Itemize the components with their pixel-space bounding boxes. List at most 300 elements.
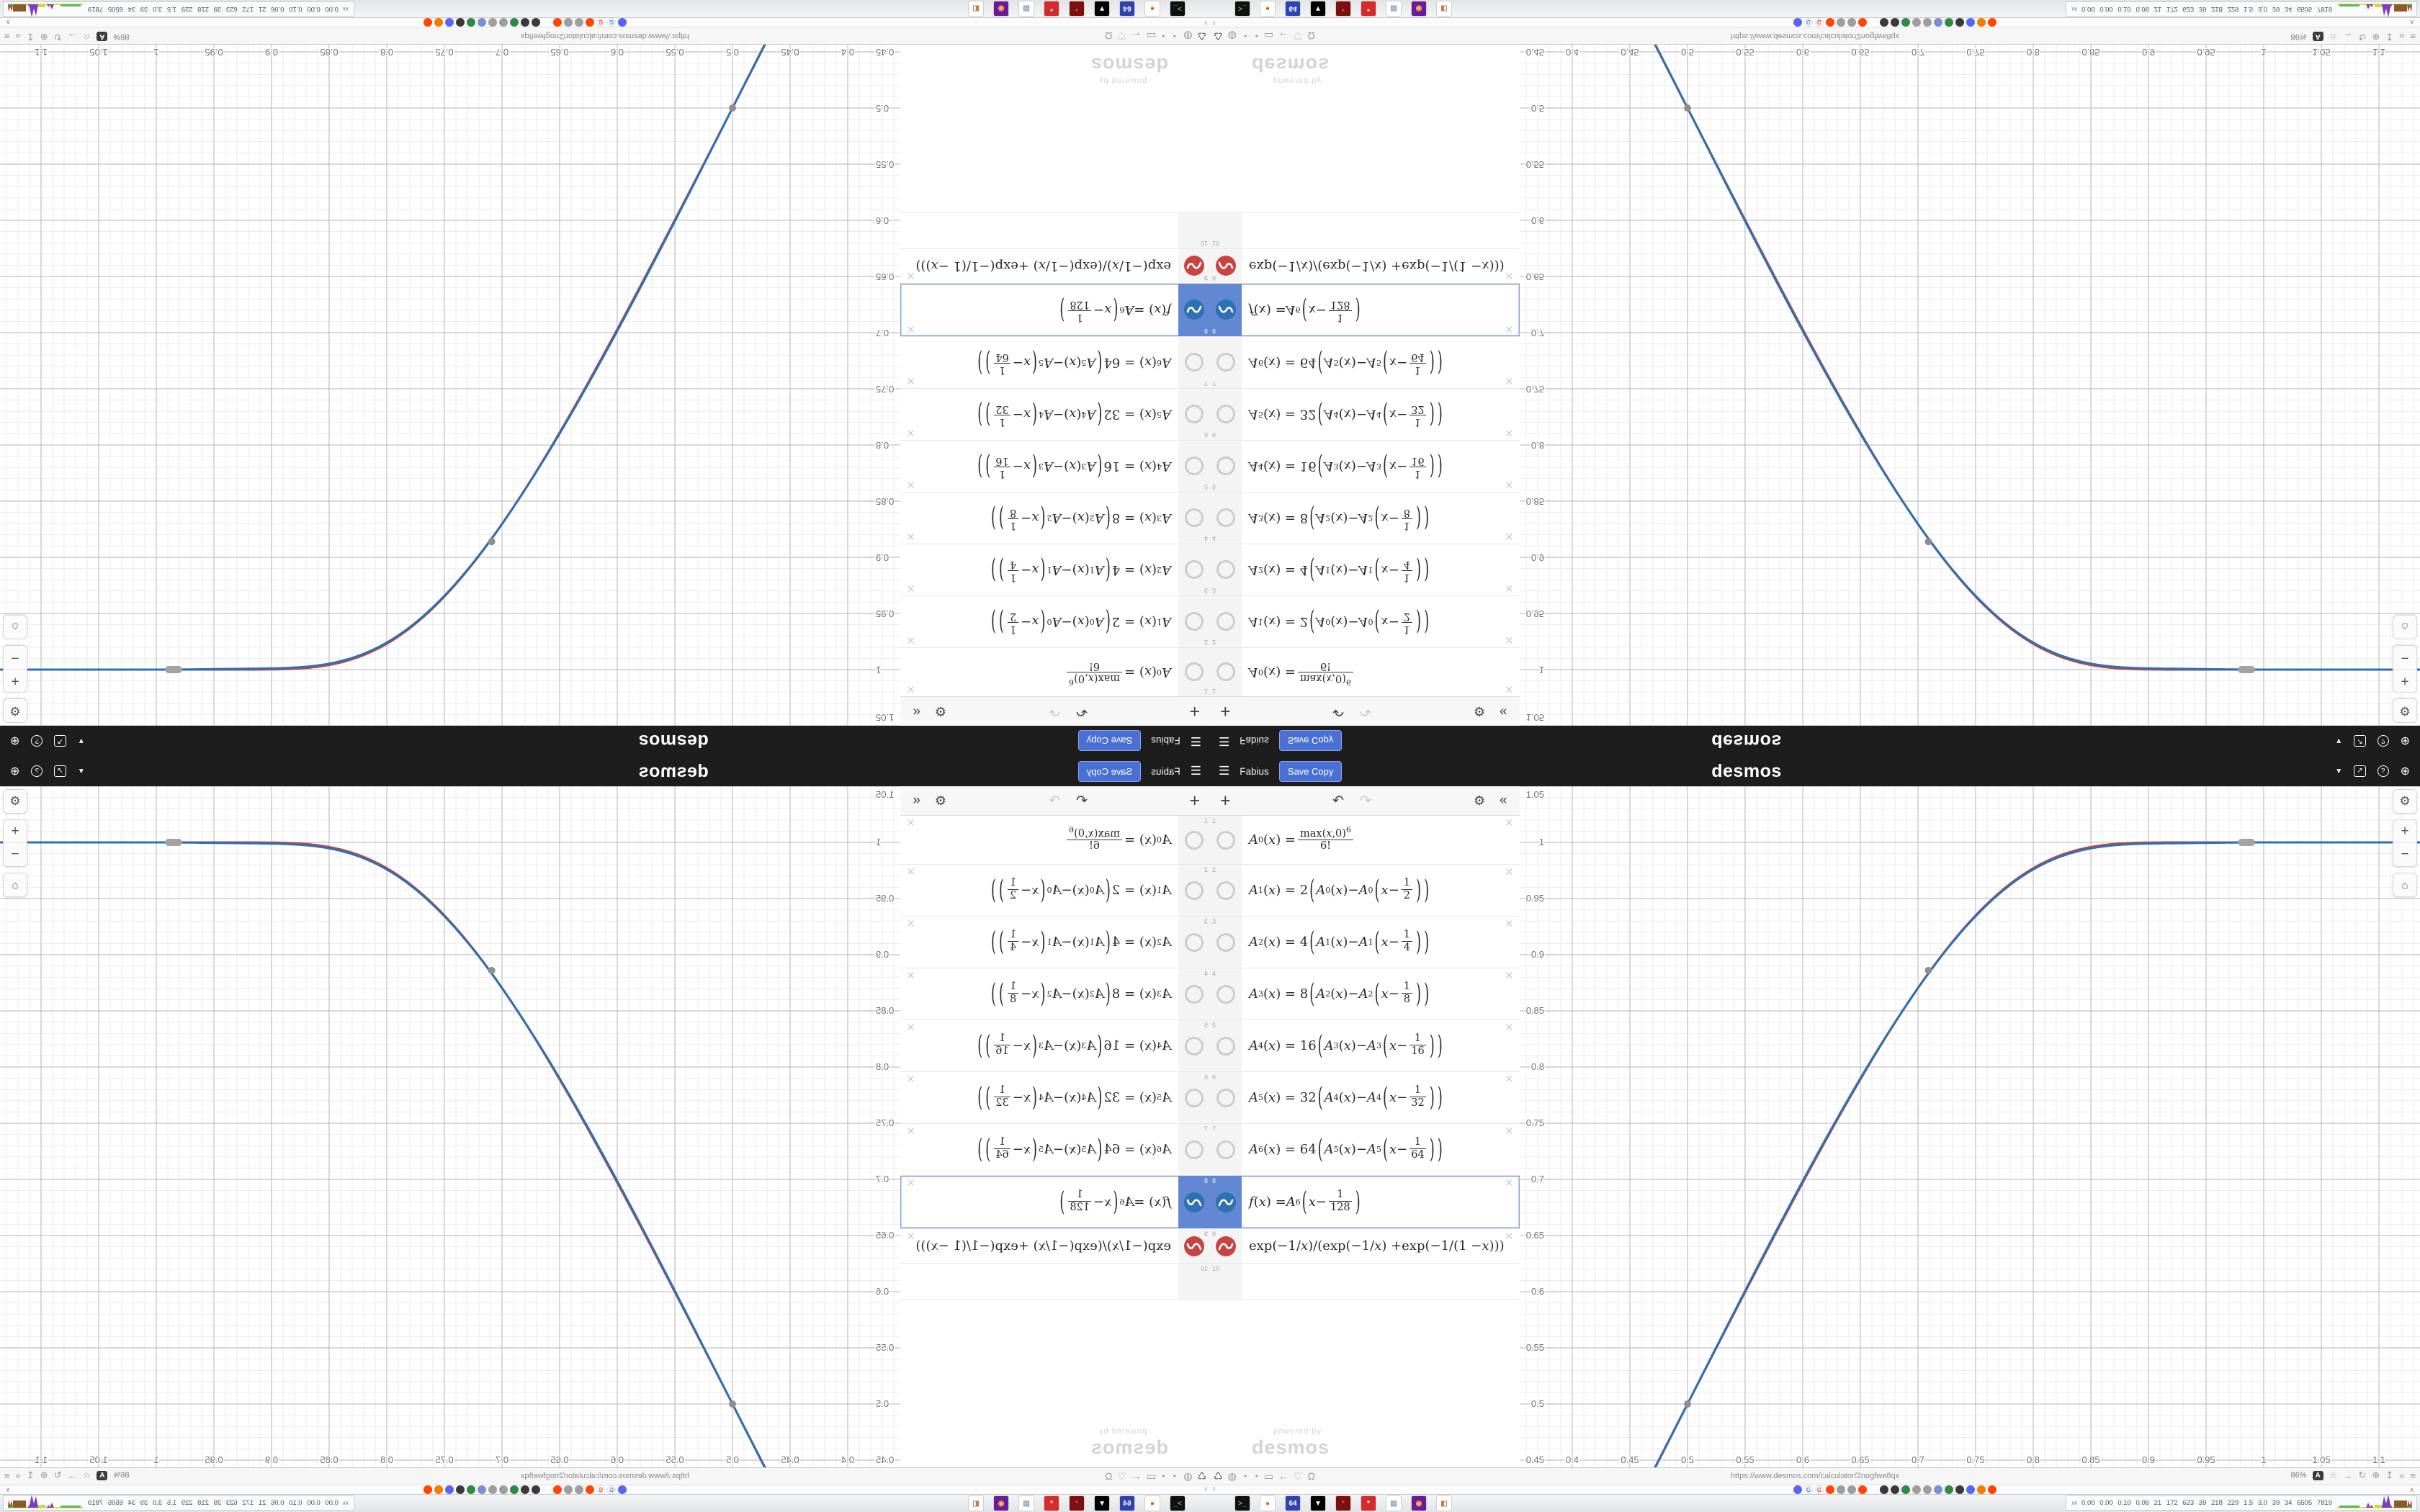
expression-gutter[interactable] <box>1178 213 1210 248</box>
extension-badge[interactable]: A <box>2313 32 2323 42</box>
expression-row-3[interactable] <box>1210 917 1520 968</box>
terminal-launcher-icon[interactable]: >_ <box>1170 1 1186 17</box>
hidden-curve-circle-icon[interactable] <box>1216 985 1235 1004</box>
shield-icon[interactable]: ♡ <box>1293 30 1303 42</box>
expression-row-10[interactable] <box>1210 212 1520 248</box>
trash-icon[interactable]: ♺ <box>1197 30 1206 42</box>
expression-delete-button[interactable]: × <box>1505 1020 1513 1035</box>
expression-delete-button[interactable]: × <box>907 1020 915 1035</box>
save-copy-button[interactable]: Save Copy <box>1078 761 1142 782</box>
curve-wave-icon[interactable] <box>1184 1192 1204 1212</box>
reddit-3-favicon[interactable] <box>1988 18 1996 27</box>
chevrons-icon[interactable]: » <box>2399 1470 2405 1481</box>
expression-row-9[interactable] <box>900 1229 1210 1264</box>
gear-dark-red-launcher-icon[interactable]: * <box>1335 1495 1351 1511</box>
expression-gutter[interactable] <box>1210 1020 1242 1071</box>
fish-4-favicon[interactable] <box>1923 18 1932 27</box>
expression-delete-button[interactable]: × <box>907 321 915 336</box>
lock-icon[interactable]: Ω <box>1105 30 1113 42</box>
expression-math[interactable]: A 6 ( x ) = 64 ( A 5 ( x )− A 5 ( x − 1 64 ) ) <box>977 346 1171 379</box>
expression-delete-button[interactable]: × <box>1505 632 1513 647</box>
hidden-curve-circle-icon[interactable] <box>1185 985 1204 1004</box>
hidden-curve-circle-icon[interactable] <box>1185 1037 1204 1056</box>
expression-gutter[interactable] <box>1178 596 1210 647</box>
firefox-launcher-icon[interactable]: ● <box>1260 1495 1276 1511</box>
expression-math[interactable]: exp (−1/ x )/( exp (−1/ x ) + exp (−1/(1 − x ))) <box>1249 1238 1505 1254</box>
expression-math[interactable]: A 2 ( x ) = 4 ( A 1 ( x )− A 1 ( x − 1 4 ) ) <box>1249 554 1430 586</box>
page-zoom-level[interactable]: 86% <box>113 1471 130 1480</box>
google-1-favicon[interactable]: G <box>607 18 616 27</box>
gauge-icon-2[interactable]: ◔ <box>1161 1470 1168 1482</box>
expression-math[interactable]: A 3 ( x ) = 8 ( A 2 ( x )− A 2 ( x − $\frac{1}{8}$ ) ) <box>1249 978 1430 1010</box>
trash-3-favicon[interactable] <box>1955 18 1964 27</box>
hidden-curve-circle-icon[interactable] <box>1185 613 1204 631</box>
media-purple-launcher-icon[interactable]: ◉ <box>993 1 1009 17</box>
reddit-3-favicon[interactable] <box>424 18 432 27</box>
google-1-favicon[interactable]: G <box>1804 18 1813 27</box>
expression-math[interactable]: A 6 ( x ) = 64 ( A 5 ( x )− A 5 ( x − $\frac{1}{64}$ ) ) <box>977 1133 1171 1166</box>
shield-icon[interactable]: ♡ <box>1293 1470 1303 1482</box>
expression-gutter[interactable] <box>1178 389 1210 440</box>
help-icon[interactable]: ? <box>2378 735 2389 747</box>
expression-gutter[interactable] <box>1210 284 1242 336</box>
expression-math[interactable]: A 5 ( x ) = 32 ( A 4 ( x )− A 4 ( x − 1 32 ) ) <box>977 398 1171 431</box>
globe-icon[interactable]: ⊕ <box>2372 1470 2380 1480</box>
gear-red-launcher-icon[interactable]: * <box>1361 1495 1376 1511</box>
expression-delete-button[interactable]: × <box>907 425 915 440</box>
paint-launcher-icon[interactable]: ◧ <box>1436 1 1452 17</box>
graph-settings-wrench-button[interactable]: ⚙ <box>2393 698 2417 723</box>
statusbar-menu-icon[interactable]: ≡ <box>2410 1470 2416 1481</box>
graph-canvas[interactable] <box>1520 786 2420 1467</box>
gear-red-launcher-icon[interactable]: * <box>1044 1495 1059 1511</box>
default-zoom-home-button[interactable]: ⌂ <box>2393 873 2417 897</box>
expression-gutter[interactable] <box>1178 1072 1210 1123</box>
account-caret-icon[interactable]: ▼ <box>77 737 85 745</box>
black-v-launcher-icon[interactable]: ▼ <box>1094 1495 1110 1511</box>
expression-delete-button[interactable]: × <box>1505 917 1513 932</box>
black-v-launcher-icon[interactable]: ▼ <box>1310 1495 1326 1511</box>
strip-drag-handle[interactable]: ‖ <box>1204 1486 1207 1493</box>
expression-delete-button[interactable]: × <box>907 917 915 932</box>
expression-math[interactable] <box>1242 213 1520 248</box>
firefox-launcher-icon[interactable]: ● <box>1144 1495 1160 1511</box>
graph-settings-wrench-button[interactable]: ⚙ <box>2393 789 2417 814</box>
upload-icon[interactable]: ↥ <box>26 1470 35 1480</box>
lock-icon[interactable]: Ω <box>1307 1470 1315 1482</box>
hidden-curve-circle-icon[interactable] <box>1185 354 1204 372</box>
globe-green-1-favicon[interactable] <box>510 1485 519 1494</box>
back-arrow-icon[interactable]: ← <box>1131 1470 1142 1482</box>
expression-delete-button[interactable]: × <box>1505 268 1513 283</box>
help-icon[interactable]: ? <box>2378 765 2389 777</box>
gear-dark-red-launcher-icon[interactable]: * <box>1335 1 1351 17</box>
gauge-icon-2[interactable]: ◔ <box>1161 30 1168 42</box>
fish-1-favicon[interactable] <box>575 1485 583 1494</box>
hidden-curve-circle-icon[interactable] <box>1185 831 1204 850</box>
expression-math[interactable]: f ( x ) = A 6 ( x − 1 128 ) <box>1249 294 1361 326</box>
hidden-curve-circle-icon[interactable] <box>1216 613 1235 631</box>
expression-math[interactable]: exp (−1/ x )/( exp (−1/ x ) + exp (−1/(1 − x ))) <box>1249 258 1505 274</box>
trash-1-favicon[interactable] <box>532 1485 540 1494</box>
fish-3-favicon[interactable] <box>499 1485 508 1494</box>
forward-arrow-icon[interactable]: → <box>67 31 77 42</box>
expression-row-7[interactable] <box>900 336 1210 388</box>
media-purple-launcher-icon[interactable]: ◉ <box>1411 1495 1427 1511</box>
zoom-out-button[interactable]: − <box>11 847 19 862</box>
expression-row-4[interactable] <box>900 968 1210 1020</box>
google-2-favicon[interactable]: G <box>1815 1485 1824 1494</box>
c64-floppy-launcher-icon[interactable]: 64 <box>1119 1495 1135 1511</box>
globe-gauge-icon[interactable]: ◍ <box>1183 1470 1193 1482</box>
statusbar-menu-icon[interactable]: ≡ <box>4 31 10 42</box>
language-globe-icon[interactable]: ⊕ <box>10 734 20 747</box>
notepad-launcher-icon[interactable]: ▤ <box>1018 1495 1034 1511</box>
reload-icon[interactable]: ↻ <box>53 32 62 42</box>
gauge-icon[interactable]: ◔ <box>1172 1470 1179 1482</box>
media-purple-launcher-icon[interactable]: ◉ <box>1411 1 1427 17</box>
expression-row-5[interactable] <box>900 440 1210 492</box>
add-expression-button[interactable]: + <box>1220 701 1231 722</box>
graph-canvas[interactable] <box>0 45 900 726</box>
hidden-curve-circle-icon[interactable] <box>1216 405 1235 424</box>
back-arrow-icon[interactable]: ← <box>1131 30 1142 42</box>
expression-math[interactable]: f ( x ) = A 6 ( x − $\frac{1}{128}$ ) <box>1249 1186 1361 1218</box>
hidden-curve-circle-icon[interactable] <box>1185 509 1204 528</box>
trash-1-favicon[interactable] <box>1880 1485 1888 1494</box>
expression-row-4[interactable] <box>1210 968 1520 1020</box>
globe-green-1-favicon[interactable] <box>1901 18 1910 27</box>
extension-badge[interactable]: A <box>97 32 107 42</box>
globe-icon[interactable]: ⊕ <box>2372 32 2380 42</box>
folder-icon[interactable]: ▭ <box>1147 1470 1157 1482</box>
strip-drag-handle[interactable]: ‖ <box>1213 19 1216 26</box>
expression-math[interactable] <box>900 1264 1178 1299</box>
expression-delete-button[interactable]: × <box>1505 528 1513 544</box>
c64-floppy-launcher-icon[interactable]: 64 <box>1285 1495 1301 1511</box>
expression-delete-button[interactable]: × <box>1505 1176 1513 1191</box>
google-1-favicon[interactable]: G <box>607 1485 616 1494</box>
expression-gutter[interactable] <box>1210 249 1242 283</box>
zoom-in-button[interactable]: + <box>2393 669 2416 692</box>
fish-3-favicon[interactable] <box>1912 1485 1921 1494</box>
expression-row-6[interactable] <box>1210 1072 1520 1124</box>
collapse-panel-button[interactable]: « <box>1500 793 1507 808</box>
expression-row-4[interactable] <box>1210 492 1520 544</box>
reddit-1-favicon[interactable] <box>586 18 594 27</box>
chat-favicon[interactable] <box>445 1485 454 1494</box>
expression-gutter[interactable] <box>1178 648 1210 696</box>
edit-list-gear-icon[interactable]: ⚙ <box>934 704 946 719</box>
lock-icon[interactable]: Ω <box>1307 30 1315 42</box>
chevrons-icon[interactable]: » <box>15 1470 21 1481</box>
expression-math[interactable]: A 6 ( x ) = 64 ( A 5 ( x )− A 5 ( x − $\frac{1}{64}$ ) ) <box>1249 1133 1443 1166</box>
edit-list-gear-icon[interactable]: ⚙ <box>1474 704 1486 719</box>
black-v-launcher-icon[interactable]: ▼ <box>1094 1 1110 17</box>
hidden-curve-circle-icon[interactable] <box>1185 881 1204 900</box>
back-arrow-icon[interactable]: ← <box>1278 1470 1289 1482</box>
expression-row-2[interactable] <box>900 595 1210 647</box>
expression-math[interactable]: A 2 ( x ) = 4 ( A 1 ( x )− A 1 ( x − $\frac{1}{4}$ ) ) <box>1249 926 1430 958</box>
expression-gutter[interactable] <box>1178 968 1210 1020</box>
forward-arrow-icon[interactable]: → <box>67 1470 77 1481</box>
graph-canvas[interactable] <box>0 786 900 1467</box>
expression-delete-button[interactable]: × <box>907 632 915 647</box>
gauge-icon[interactable]: ◔ <box>1172 30 1179 42</box>
expression-gutter[interactable] <box>1210 968 1242 1020</box>
gear-dark-red-launcher-icon[interactable]: * <box>1069 1 1085 17</box>
trash-1-favicon[interactable] <box>1880 18 1888 27</box>
expression-delete-button[interactable]: × <box>907 1072 915 1087</box>
expression-gutter[interactable] <box>1210 648 1242 696</box>
share-icon[interactable]: ↗ <box>2354 765 2365 777</box>
trash-3-favicon[interactable] <box>456 1485 465 1494</box>
expression-gutter[interactable] <box>1178 544 1210 595</box>
expression-row-10[interactable] <box>900 212 1210 248</box>
hamburger-menu-icon[interactable]: ☰ <box>1190 764 1201 778</box>
curve-wave-icon[interactable] <box>1216 256 1236 276</box>
fish-3-favicon[interactable] <box>1912 18 1921 27</box>
redo-button[interactable]: ↷ <box>1049 703 1060 719</box>
notepad-launcher-icon[interactable]: ▤ <box>1386 1 1402 17</box>
chevrons-icon[interactable]: » <box>15 31 21 42</box>
edit-list-gear-icon[interactable]: ⚙ <box>934 793 946 808</box>
reddit-1-favicon[interactable] <box>586 1485 594 1494</box>
share-icon[interactable]: ↗ <box>54 735 66 747</box>
expression-math[interactable] <box>900 213 1178 248</box>
gauge-icon-2[interactable]: ◔ <box>1252 30 1259 42</box>
shield-icon[interactable]: ♡ <box>1117 30 1127 42</box>
expression-math[interactable]: A 0 ( x ) = $\frac{\max(x,0)^6}{6!}$ <box>1242 816 1520 864</box>
reddit-1-favicon[interactable] <box>1826 1485 1834 1494</box>
expression-math[interactable]: A 3 ( x ) = 8 ( A 2 ( x )− A 2 ( x − 1 8 ) ) <box>1249 502 1430 534</box>
hidden-curve-circle-icon[interactable] <box>1216 561 1235 580</box>
trash-2-favicon[interactable] <box>1891 18 1899 27</box>
expression-gutter[interactable] <box>1210 596 1242 647</box>
hidden-curve-circle-icon[interactable] <box>1216 831 1235 850</box>
hidden-curve-circle-icon[interactable] <box>1216 509 1235 528</box>
expression-delete-button[interactable]: × <box>1505 425 1513 440</box>
expression-math[interactable]: A 1 ( x ) = 2 ( A 0 ( x )− A 0 ( x − $\frac{1}{2}$ ) ) <box>1249 874 1430 906</box>
hidden-curve-circle-icon[interactable] <box>1185 405 1204 424</box>
expression-gutter[interactable] <box>1210 1176 1242 1228</box>
globe-green-2-favicon[interactable] <box>467 1485 475 1494</box>
expression-math[interactable]: A 3 ( x ) = 8 ( A 2 ( x )− A 2 ( x − $\frac{1}{8}$ ) ) <box>990 978 1171 1010</box>
redo-button[interactable]: ↷ <box>1049 793 1060 809</box>
trash-2-favicon[interactable] <box>521 18 529 27</box>
globe-gauge-icon[interactable]: ◍ <box>1183 30 1193 42</box>
globe-gauge-icon[interactable]: ◍ <box>1227 30 1237 42</box>
black-v-launcher-icon[interactable]: ▼ <box>1310 1 1326 17</box>
globe-blue-favicon[interactable] <box>478 1485 486 1494</box>
save-copy-button[interactable]: Save Copy <box>1078 731 1142 752</box>
expression-gutter[interactable] <box>1178 441 1210 492</box>
chat-favicon[interactable] <box>445 18 454 27</box>
expression-math[interactable]: f ( x ) = A 6 ( x − $\frac{1}{128}$ ) <box>1059 1186 1171 1218</box>
forward-arrow-icon[interactable]: → <box>2343 1470 2353 1481</box>
reddit-3-favicon[interactable] <box>1988 1485 1996 1494</box>
expression-row-2[interactable] <box>1210 595 1520 647</box>
page-zoom-level[interactable]: 86% <box>2290 32 2307 41</box>
expression-delete-button[interactable]: × <box>907 968 915 984</box>
redo-button[interactable]: ↷ <box>1360 703 1371 719</box>
expression-row-3[interactable] <box>900 917 1210 968</box>
trash-3-favicon[interactable] <box>456 18 465 27</box>
expression-gutter[interactable] <box>1178 337 1210 388</box>
paint-launcher-icon[interactable]: ◧ <box>968 1495 984 1511</box>
expression-math[interactable]: A 0 ( x ) = $\max(x,0)^6$ 6! <box>900 648 1178 696</box>
expression-row-1[interactable] <box>1210 647 1520 696</box>
expression-gutter[interactable] <box>1210 917 1242 968</box>
expression-row-7[interactable] <box>1210 336 1520 388</box>
globe-gauge-icon[interactable]: ◍ <box>1227 1470 1237 1482</box>
discord-favicon[interactable] <box>1793 18 1802 27</box>
curve-wave-icon[interactable] <box>1216 1192 1236 1212</box>
strip-drag-handle[interactable]: ‖ <box>1204 19 1207 26</box>
expression-row-5[interactable] <box>900 1020 1210 1072</box>
expression-math[interactable]: A 1 ( x ) = 2 ( A 0 ( x )− A 0 ( x − $\frac{1}{2}$ ) ) <box>990 874 1171 906</box>
expression-math[interactable]: A 0 ( x ) = $\max(x,0)^6$ 6! <box>1242 648 1520 696</box>
expression-gutter[interactable] <box>1210 1124 1242 1175</box>
globe-green-1-favicon[interactable] <box>510 18 519 27</box>
forward-arrow-icon[interactable]: → <box>2343 31 2353 42</box>
language-globe-icon[interactable]: ⊕ <box>10 765 20 778</box>
globe-green-2-favicon[interactable] <box>1945 1485 1953 1494</box>
desmos-logo[interactable]: desmos <box>638 760 709 781</box>
chevrons-icon[interactable]: » <box>2399 31 2405 42</box>
expression-gutter[interactable] <box>1210 1264 1242 1299</box>
expression-math[interactable]: A 5 ( x ) = 32 ( A 4 ( x )− A 4 ( x − $\frac{1}{32}$ ) ) <box>1249 1081 1443 1114</box>
redo-button[interactable]: ↷ <box>1360 793 1371 809</box>
reddit-2-favicon[interactable] <box>553 1485 562 1494</box>
c64-floppy-launcher-icon[interactable]: 64 <box>1119 1 1135 17</box>
back-arrow-icon[interactable]: ← <box>1278 30 1289 42</box>
default-zoom-home-button[interactable]: ⌂ <box>3 615 27 639</box>
gear-dark-red-launcher-icon[interactable]: * <box>1069 1495 1085 1511</box>
trash-icon[interactable]: ♺ <box>1214 1470 1223 1482</box>
strip-collapse-chevron-icon[interactable]: ∧ <box>2409 19 2414 26</box>
expression-gutter[interactable] <box>1178 1124 1210 1175</box>
expression-delete-button[interactable]: × <box>907 1176 915 1191</box>
media-purple-launcher-icon[interactable]: ◉ <box>993 1495 1009 1511</box>
hidden-curve-circle-icon[interactable] <box>1185 933 1204 952</box>
expression-gutter[interactable] <box>1210 337 1242 388</box>
page-zoom-level[interactable]: 86% <box>113 32 130 41</box>
expression-math[interactable]: A 4 ( x ) = 16 ( A 3 ( x )− A 3 ( x − $\frac{1}{16}$ ) ) <box>977 1030 1171 1062</box>
google-2-favicon[interactable]: G <box>596 18 605 27</box>
expression-gutter[interactable] <box>1178 1020 1210 1071</box>
bookmark-star-icon[interactable]: ☆ <box>82 32 91 42</box>
curve-wave-icon[interactable] <box>1184 1236 1204 1256</box>
expression-delete-button[interactable]: × <box>907 580 915 595</box>
tray-chevron-icon[interactable]: ∧∧ <box>2071 1500 2077 1506</box>
account-caret-icon[interactable]: ▼ <box>2335 767 2343 775</box>
fish-3-favicon[interactable] <box>499 18 508 27</box>
expression-row-9[interactable] <box>1210 1229 1520 1264</box>
collapse-panel-button[interactable]: « <box>913 704 920 719</box>
expression-gutter[interactable] <box>1210 1072 1242 1123</box>
globe-blue-favicon[interactable] <box>1934 18 1942 27</box>
expression-gutter[interactable] <box>1210 441 1242 492</box>
expression-math[interactable]: exp (−1/ x )/( exp (−1/ x ) + exp (−1/(1 − x ))) <box>915 1238 1171 1254</box>
expression-math[interactable]: A 3 ( x ) = 8 ( A 2 ( x )− A 2 ( x − 1 8 ) ) <box>990 502 1171 534</box>
gear-red-launcher-icon[interactable]: * <box>1361 1 1376 17</box>
expression-row-1[interactable] <box>900 647 1210 696</box>
expression-delete-button[interactable]: × <box>1505 321 1513 336</box>
expression-gutter[interactable] <box>1178 816 1210 864</box>
paint-launcher-icon[interactable]: ◧ <box>1436 1495 1452 1511</box>
fish-4-favicon[interactable] <box>1923 1485 1932 1494</box>
globe-blue-favicon[interactable] <box>1934 1485 1942 1494</box>
edit-list-gear-icon[interactable]: ⚙ <box>1474 793 1486 808</box>
expression-row-1[interactable] <box>1210 816 1520 865</box>
expression-delete-button[interactable]: × <box>907 268 915 283</box>
expression-gutter[interactable] <box>1178 492 1210 544</box>
hidden-curve-circle-icon[interactable] <box>1216 1089 1235 1107</box>
expression-row-6[interactable] <box>900 1072 1210 1124</box>
expression-math[interactable]: exp (−1/ x )/( exp (−1/ x ) + exp (−1/(1 − x ))) <box>915 258 1171 274</box>
share-icon[interactable]: ↗ <box>2354 735 2365 747</box>
google-1-favicon[interactable]: G <box>1804 1485 1813 1494</box>
discord-favicon[interactable] <box>618 1485 627 1494</box>
expression-delete-button[interactable]: × <box>907 681 915 696</box>
reddit-2-favicon[interactable] <box>1858 18 1867 27</box>
graph-title[interactable]: Fabius <box>1240 765 1269 777</box>
expression-delete-button[interactable]: × <box>1505 968 1513 984</box>
tray-chevron-icon[interactable]: ∧∧ <box>343 1500 349 1506</box>
terminal-launcher-icon[interactable]: >_ <box>1234 1 1250 17</box>
c64-floppy-launcher-icon[interactable]: 64 <box>1285 1 1301 17</box>
expression-row-2[interactable] <box>900 865 1210 917</box>
firefox-launcher-icon[interactable]: ● <box>1260 1 1276 17</box>
expression-math[interactable]: A 1 ( x ) = 2 ( A 0 ( x )− A 0 ( x − 1 2 ) ) <box>990 606 1171 638</box>
expression-delete-button[interactable]: × <box>1505 865 1513 880</box>
burst-favicon[interactable] <box>1977 1485 1986 1494</box>
globe-blue-favicon[interactable] <box>478 18 486 27</box>
terminal-launcher-icon[interactable]: >_ <box>1234 1495 1250 1511</box>
expression-gutter[interactable] <box>1178 865 1210 916</box>
expression-delete-button[interactable]: × <box>907 1124 915 1139</box>
graph-title[interactable]: Fabius <box>1240 735 1269 747</box>
expression-gutter[interactable] <box>1210 492 1242 544</box>
fish-1-favicon[interactable] <box>575 18 583 27</box>
default-zoom-home-button[interactable]: ⌂ <box>3 873 27 897</box>
folder-icon[interactable]: ▭ <box>1263 1470 1273 1482</box>
curve-wave-icon[interactable] <box>1184 256 1204 276</box>
language-globe-icon[interactable]: ⊕ <box>2400 765 2410 778</box>
gauge-icon-2[interactable]: ◔ <box>1252 1470 1259 1482</box>
graph-canvas[interactable] <box>1520 45 2420 726</box>
hidden-curve-circle-icon[interactable] <box>1185 663 1204 682</box>
tray-chevron-icon[interactable]: ∧∧ <box>343 6 349 12</box>
curve-wave-icon[interactable] <box>1184 300 1204 320</box>
upload-icon[interactable]: ↥ <box>2385 1470 2394 1480</box>
hamburger-menu-icon[interactable]: ☰ <box>1219 734 1230 748</box>
expression-row-9[interactable] <box>1210 248 1520 283</box>
reload-icon[interactable]: ↻ <box>2358 32 2367 42</box>
expression-row-10[interactable] <box>900 1264 1210 1300</box>
expression-gutter[interactable] <box>1210 544 1242 595</box>
upload-icon[interactable]: ↥ <box>2385 32 2394 42</box>
expression-row-10[interactable] <box>1210 1264 1520 1300</box>
graph-settings-wrench-button[interactable]: ⚙ <box>3 698 27 723</box>
extension-badge[interactable]: A <box>2313 1471 2323 1480</box>
hidden-curve-circle-icon[interactable] <box>1185 457 1204 476</box>
expression-row-4[interactable] <box>900 492 1210 544</box>
expression-delete-button[interactable]: × <box>907 528 915 544</box>
strip-drag-handle[interactable]: ‖ <box>1213 1486 1216 1493</box>
fish-2-favicon[interactable] <box>564 1485 573 1494</box>
